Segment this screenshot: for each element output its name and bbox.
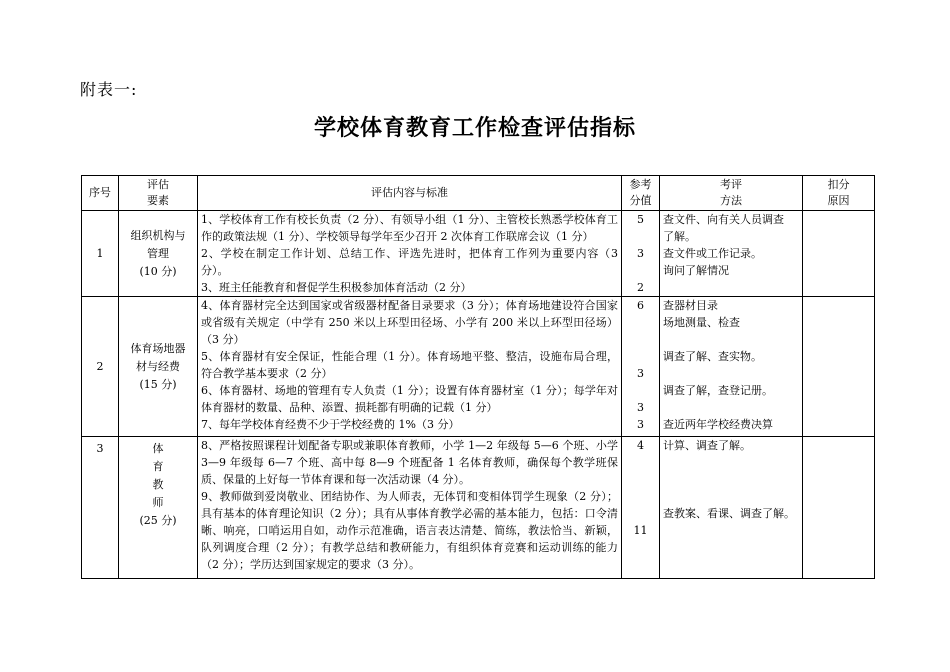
criterion-text: 8、严格按照课程计划配备专职或兼职体育教师，小学 1—2 年级每 5—6 个班、小学 3—9 年级每 6—7 个班、高中每 8—9 个班配备 1 名体育教师，确保每个教学班保质、保量的上好每一节体育课和每一次活动课（4 分）。 xyxy=(201,439,618,486)
score-value xyxy=(625,314,656,331)
criterion-text: 1、学校体育工作有校长负责（2 分）、有领导小组（1 分）、主管校长熟悉学校体育工作的政策法规（1 分）、学校领导每学年至少召开 2 次体育工作联席会议（1 分） xyxy=(201,213,618,243)
row-item-line: 材与经费 xyxy=(136,359,180,373)
criterion-text: 2、学校在制定工作计划、总结工作、评选先进时，把体育工作列为重要内容（3 分）。 xyxy=(201,247,618,277)
row-criteria xyxy=(198,211,622,297)
score-value: 2 xyxy=(637,281,644,294)
row-methods xyxy=(660,211,803,297)
row-criteria xyxy=(198,297,622,437)
header-deduct-line: 原因 xyxy=(827,194,850,207)
row-deduct xyxy=(803,437,875,579)
row-item-line: (25 分) xyxy=(139,514,177,527)
method-text xyxy=(663,522,799,539)
criterion-text: 3、班主任能教育和督促学生积极参加体育活动（2 分） xyxy=(201,281,472,294)
row-item xyxy=(119,211,198,297)
row-deduct xyxy=(803,297,875,437)
method-text: 计算、调查了解。 xyxy=(663,439,751,452)
criterion-text: 7、每年学校体育经费不少于学校经费的 1%（3 分） xyxy=(201,418,460,431)
table-row xyxy=(82,437,875,579)
method-text: 查器材目录 xyxy=(663,299,718,312)
header-content: 评估内容与标准 xyxy=(198,176,622,211)
row-item xyxy=(119,297,198,437)
method-text xyxy=(663,399,799,416)
score-value xyxy=(625,488,656,505)
score-value: 5 xyxy=(637,213,644,226)
row-number: 2 xyxy=(82,297,119,437)
header-method-line: 方法 xyxy=(720,194,742,207)
score-value xyxy=(625,505,656,522)
row-item-line: 组织机构与 xyxy=(130,228,186,242)
method-text: 查教案、看课、调查了解。 xyxy=(663,507,795,520)
header-score-line: 分值 xyxy=(629,194,652,207)
criterion-text: 5、体育器材有安全保证，性能合理（1 分）。体育场地平整、整洁，设施布局合理，符合教学基本要求（2 分） xyxy=(201,350,618,380)
row-item-line: 体 xyxy=(152,442,164,455)
header-no: 序号 xyxy=(82,176,119,211)
row-criteria xyxy=(198,437,622,579)
header-deduct-line: 扣分 xyxy=(827,178,850,191)
method-text: 询问了解情况 xyxy=(663,264,729,277)
score-value xyxy=(625,382,656,399)
row-item-line: 育 xyxy=(152,460,164,473)
score-value xyxy=(625,262,656,279)
row-item-line: 体育场地器 xyxy=(130,341,186,355)
score-value: 3 xyxy=(637,367,644,380)
score-value: 4 xyxy=(637,439,644,452)
header-item-line: 要素 xyxy=(147,194,169,207)
row-item xyxy=(119,437,198,579)
method-text xyxy=(663,279,799,296)
row-item-line: 管理 xyxy=(147,246,169,260)
header-method xyxy=(660,176,803,211)
method-text xyxy=(663,454,799,471)
score-value: 3 xyxy=(637,247,644,260)
row-item-line: 教 xyxy=(152,478,164,491)
score-value: 3 xyxy=(637,401,644,414)
header-method-line: 考评 xyxy=(720,178,742,191)
row-methods xyxy=(660,297,803,437)
method-text: 查文件或工作记录。 xyxy=(663,247,762,260)
score-value: 11 xyxy=(633,524,648,537)
table-row xyxy=(82,211,875,297)
score-value xyxy=(625,454,656,471)
method-text: 调查了解，查登记册。 xyxy=(663,384,773,397)
row-methods xyxy=(660,437,803,579)
page-title: 学校体育教育工作检查评估指标 xyxy=(313,115,636,141)
header-score-line: 参考 xyxy=(629,178,652,191)
score-value xyxy=(625,471,656,488)
header-score xyxy=(622,176,660,211)
method-text: 场地测量、检查 xyxy=(663,316,740,329)
criterion-text: 6、体育器材、场地的管理有专人负责（1 分）；设置有体育器材室（1 分）；每学年对体育器材的数量、品种、添置、损耗都有明确的记载（1 分） xyxy=(201,384,618,414)
criterion-text: 9、教师做到爱岗敬业、团结协作、为人师表，无体罚和变相体罚学生现象（2 分）；具有基本的体育理论知识（2 分）；具有从事体育教学必需的基本能力，包括：口令清晰、响亮，口哨运用自如，动作示范准确，语言表达清楚、简练，教法恰当、新颖，队列调度合理（2 分）；有教学总结和教研能力，有组织体育竞赛和运动训练的能力（2 分）；学历达到国家规定的要求（3 分）。 xyxy=(201,490,618,571)
method-text: 了解。 xyxy=(663,230,696,243)
score-value xyxy=(625,228,656,245)
method-text xyxy=(663,331,799,348)
row-scores xyxy=(622,211,660,297)
method-text: 查近两年学校经费决算 xyxy=(663,418,773,431)
header-item xyxy=(119,176,198,211)
header-item-line: 评估 xyxy=(147,178,169,191)
row-scores xyxy=(622,297,660,437)
score-value: 6 xyxy=(637,299,644,312)
method-text xyxy=(663,365,799,382)
row-scores xyxy=(622,437,660,579)
row-number: 3 xyxy=(82,437,119,579)
row-item-line: 师 xyxy=(152,496,164,509)
row-item-line: (15 分) xyxy=(139,377,177,391)
table-row xyxy=(82,297,875,437)
method-text xyxy=(663,488,799,505)
row-number: 1 xyxy=(82,211,119,297)
method-text: 调查了解、查实物。 xyxy=(663,350,762,363)
header-deduct xyxy=(803,176,875,211)
evaluation-table xyxy=(81,175,875,579)
row-deduct xyxy=(803,211,875,297)
score-value xyxy=(625,331,656,348)
criterion-text: 4、体育器材完全达到国家或省级器材配备目录要求（3 分）；体育场地建设符合国家或省级有关规定（中学有 250 米以上环型田径场、小学有 200 米以上环型田径场）（3 分） xyxy=(201,299,618,346)
score-value xyxy=(625,348,656,365)
method-text xyxy=(663,471,799,488)
method-text: 查文件、向有关人员调查 xyxy=(663,213,784,226)
appendix-label: 附表一: xyxy=(80,80,138,99)
header-row xyxy=(82,176,875,211)
score-value: 3 xyxy=(637,418,644,431)
row-item-line: (10 分) xyxy=(139,264,177,278)
